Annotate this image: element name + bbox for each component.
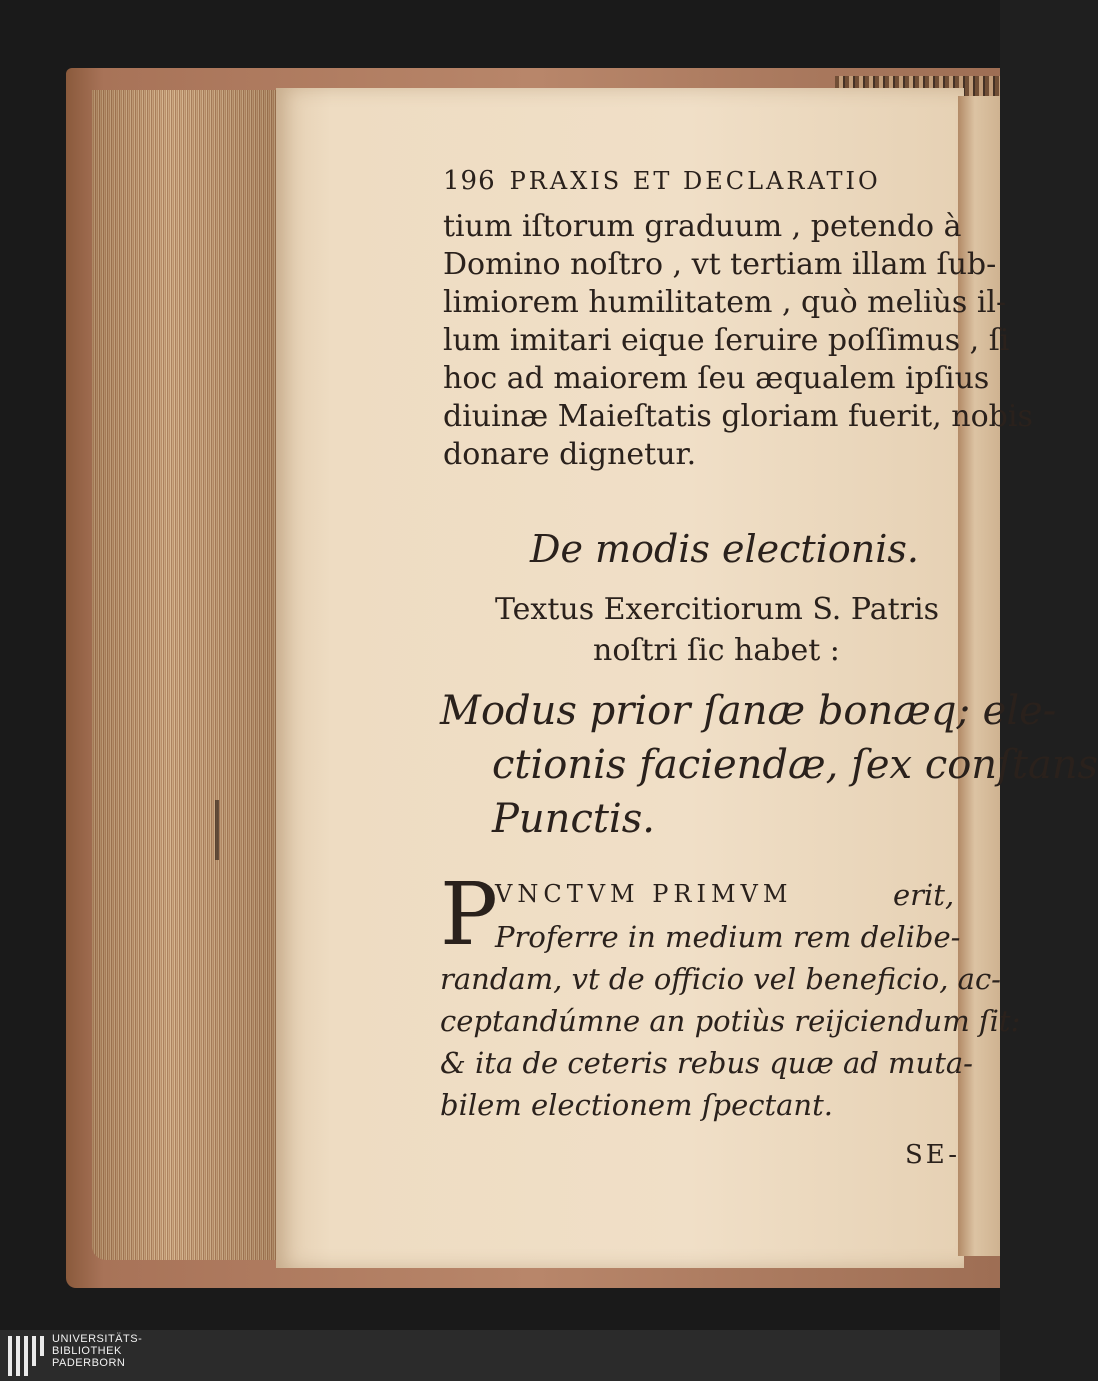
drop-cap: P (440, 865, 498, 965)
library-name-line-3: PADERBORN (52, 1357, 126, 1369)
punctum-line-1: erit, (893, 878, 955, 912)
running-title: PRAXIS ET DECLARATIO (509, 167, 881, 195)
modus-line-1: Modus prior ſanæ bonæq; ele- (440, 688, 1057, 734)
punctum-line-4: ceptandúmne an potiùs reijciendum ſit: (440, 1004, 1021, 1038)
punctum-line-6: bilem electionem ſpectant. (440, 1088, 833, 1122)
body-line-1: tium iſtorum graduum , petendo à (443, 209, 962, 244)
running-head (443, 166, 881, 196)
body-line-3: limiorem humilitatem , quò meliùs il- (443, 285, 1007, 320)
body-line-6: diuinæ Maieſtatis gloriam fuerit, nobis (443, 399, 1033, 434)
modus-line-2: ctionis faciendæ, ſex conſtans (492, 742, 1098, 788)
textus-line-1: Textus Exercitiorum S. Patris (495, 592, 939, 627)
body-line-4: lum imitari eique ſeruire poſſimus , ſi (443, 323, 1010, 358)
library-name (52, 1333, 142, 1369)
body-line-2: Domino noſtro , vt tertiam illam ſub- (443, 247, 997, 282)
library-name-line-2: BIBLIOTHEK (52, 1345, 122, 1357)
library-footer (0, 1330, 1000, 1381)
punctum-line-3: randam, vt de officio vel beneficio, ac- (440, 962, 1001, 996)
textus-line-2: noſtri ſic habet : (593, 633, 840, 668)
library-name-line-1: UNIVERSITÄTS- (52, 1333, 143, 1345)
edge-mark (215, 800, 219, 860)
body-line-5: hoc ad maiorem ſeu æqualem ipſius (443, 361, 990, 396)
punctum-line-2: Proferre in medium rem delibe- (495, 920, 961, 954)
punctum-heading: VNCTVM PRIMVM (495, 880, 793, 908)
page-edges-shade (92, 90, 288, 1260)
body-line-7: donare dignetur. (443, 437, 697, 472)
section-heading: De modis electionis. (530, 527, 919, 571)
modus-line-3: Punctis. (492, 796, 655, 842)
catchword: SE- (905, 1140, 961, 1170)
punctum-line-5: & ita de ceteris rebus quæ ad muta- (440, 1046, 973, 1080)
page-number: 196 (443, 166, 496, 196)
